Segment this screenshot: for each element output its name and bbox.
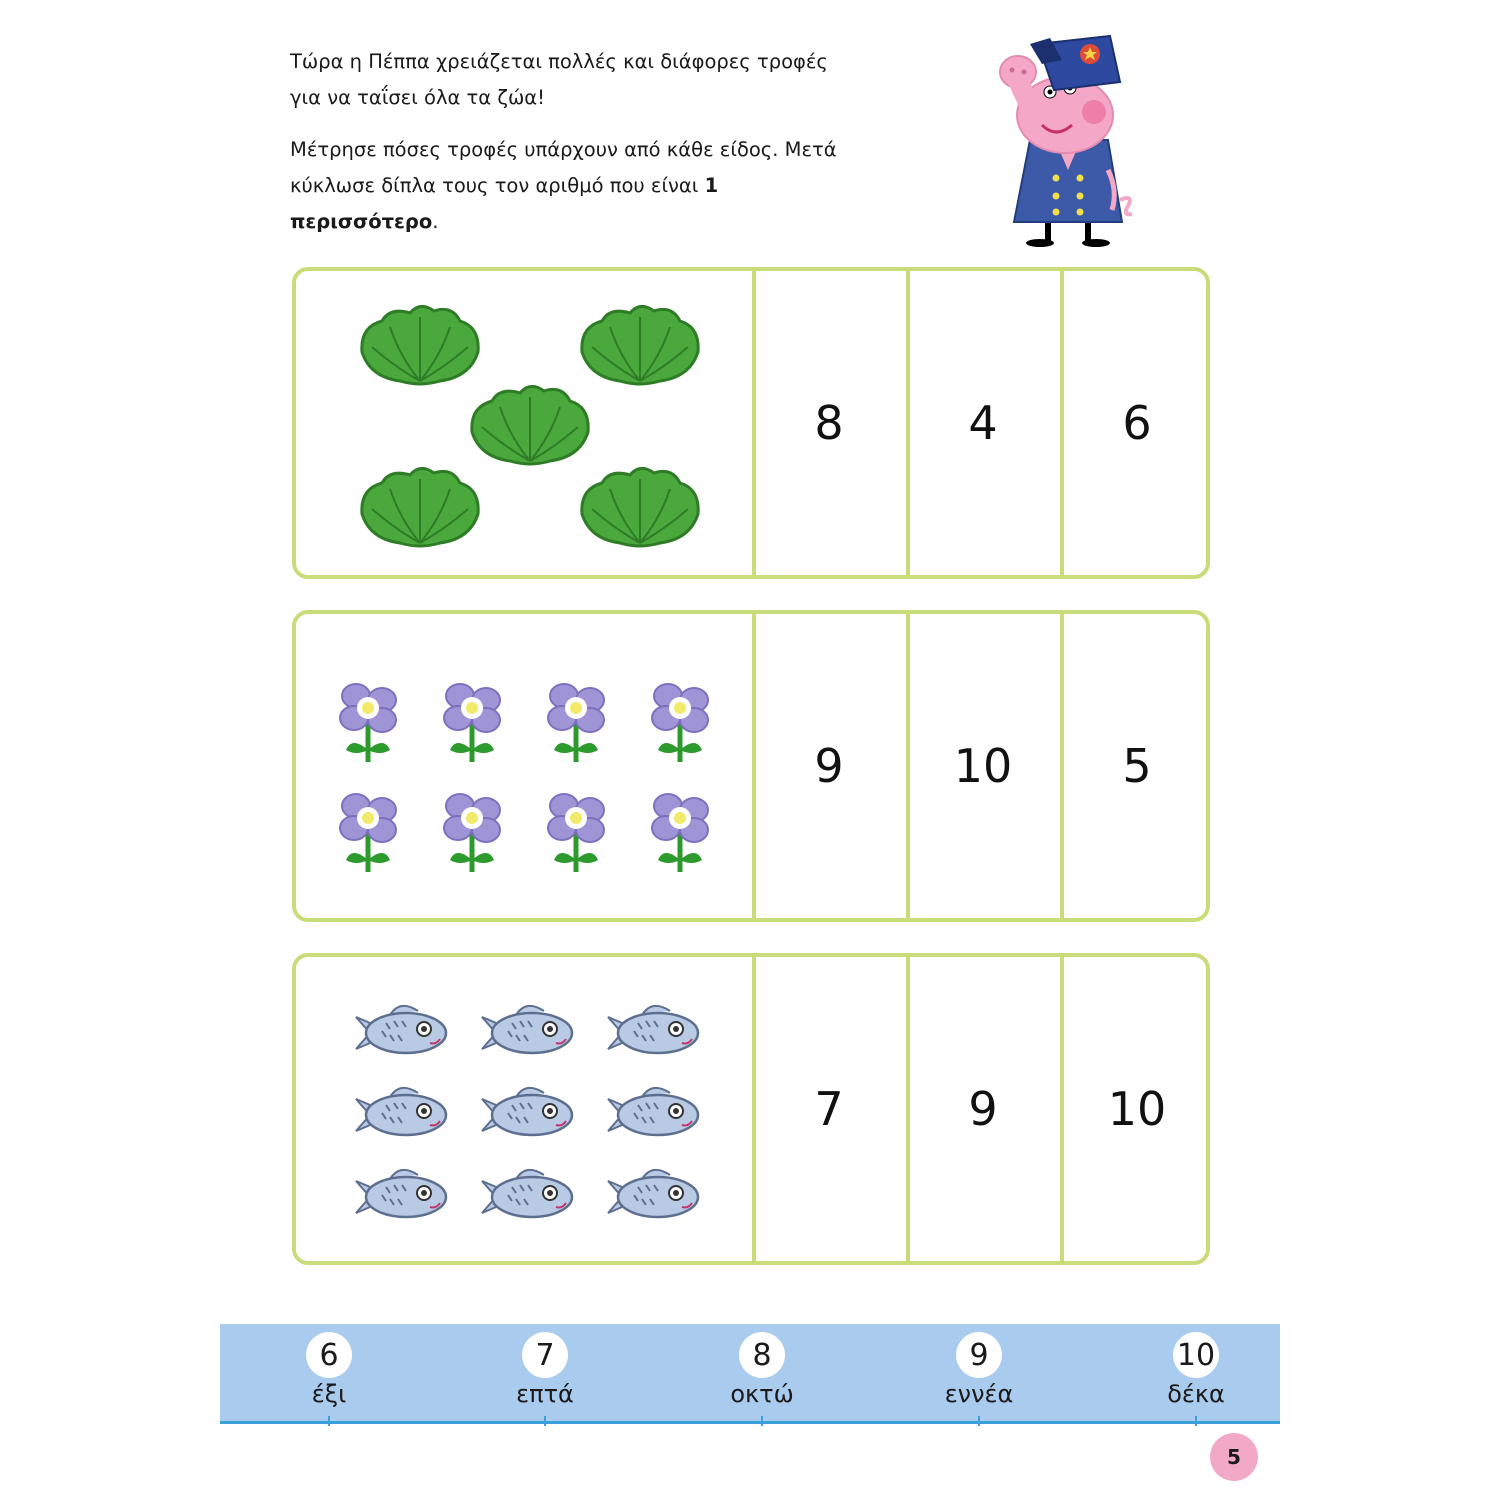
fish-group	[296, 957, 752, 1261]
fish-3	[608, 1006, 698, 1053]
number-badge: 6	[306, 1332, 352, 1378]
lettuce-5	[582, 468, 698, 546]
number-line-item	[702, 1324, 822, 1408]
fish-8	[482, 1170, 572, 1217]
fish-5	[482, 1088, 572, 1135]
flower-8	[652, 794, 708, 872]
instruction-line-1: Τώρα η Πέππα χρειάζεται πολλές και διάφορες τροφές	[290, 50, 828, 73]
lettuce-2	[582, 306, 698, 384]
flower-2	[444, 684, 500, 762]
answer-option[interactable]: 9	[906, 957, 1056, 1261]
fish-row	[292, 953, 1210, 1265]
fish-2	[482, 1006, 572, 1053]
number-line-item	[485, 1324, 605, 1408]
answer-option[interactable]: 9	[752, 614, 902, 918]
answer-option[interactable]: 6	[1060, 271, 1210, 575]
answer-option[interactable]: 7	[752, 957, 902, 1261]
flower-4	[652, 684, 708, 762]
flower-5	[340, 794, 396, 872]
fish-6	[608, 1088, 698, 1135]
number-word: έξι	[311, 1380, 347, 1408]
fish-4	[356, 1088, 446, 1135]
fish-7	[356, 1170, 446, 1217]
fish-pictures	[296, 957, 752, 1261]
number-word: οκτώ	[730, 1380, 794, 1408]
peppa-pig-illustration	[990, 30, 1160, 255]
page-number: 5	[1210, 1433, 1258, 1481]
answer-option[interactable]: 4	[906, 271, 1056, 575]
flower-row	[292, 610, 1210, 922]
flower-1	[340, 684, 396, 762]
number-badge: 7	[522, 1332, 568, 1378]
number-word: επτά	[516, 1380, 574, 1408]
answer-option[interactable]: 10	[906, 614, 1056, 918]
number-line-item	[269, 1324, 389, 1408]
flower-6	[444, 794, 500, 872]
lettuce-group	[296, 271, 752, 575]
number-badge: 8	[739, 1332, 785, 1378]
lettuce-row	[292, 267, 1210, 579]
number-word: εννέα	[944, 1380, 1014, 1408]
number-line-axis	[220, 1421, 1280, 1424]
answer-option[interactable]: 8	[752, 271, 902, 575]
flower-group	[296, 614, 752, 918]
instruction-paragraph-2	[290, 132, 850, 240]
answer-option[interactable]: 5	[1060, 614, 1210, 918]
instruction-bold: 1 περισσότερο	[290, 174, 719, 233]
instruction-paragraph-1	[290, 44, 850, 116]
lettuce-1	[362, 306, 478, 384]
number-badge: 9	[956, 1332, 1002, 1378]
number-word: δέκα	[1167, 1380, 1225, 1408]
fish-9	[608, 1170, 698, 1217]
lettuce-4	[362, 468, 478, 546]
flower-pictures	[296, 614, 752, 918]
instruction-line-4-start: κύκλωσε δίπλα τους τον αριθμό που είναι	[290, 174, 705, 197]
instruction-line-3: Μέτρησε πόσες τροφές υπάρχουν από κάθε είδος. Μετά	[290, 138, 837, 161]
fish-1	[356, 1006, 446, 1053]
instruction-line-4-end: .	[432, 210, 439, 233]
answer-option[interactable]: 10	[1060, 957, 1210, 1261]
lettuce-pictures	[296, 271, 752, 575]
flower-3	[548, 684, 604, 762]
number-line-item	[919, 1324, 1039, 1408]
instructions	[290, 44, 850, 256]
instruction-line-2: για να ταΐσει όλα τα ζώα!	[290, 86, 545, 109]
lettuce-3	[472, 386, 588, 464]
number-line	[220, 1324, 1280, 1422]
number-line-item	[1136, 1324, 1256, 1408]
flower-7	[548, 794, 604, 872]
number-badge: 10	[1173, 1332, 1219, 1378]
